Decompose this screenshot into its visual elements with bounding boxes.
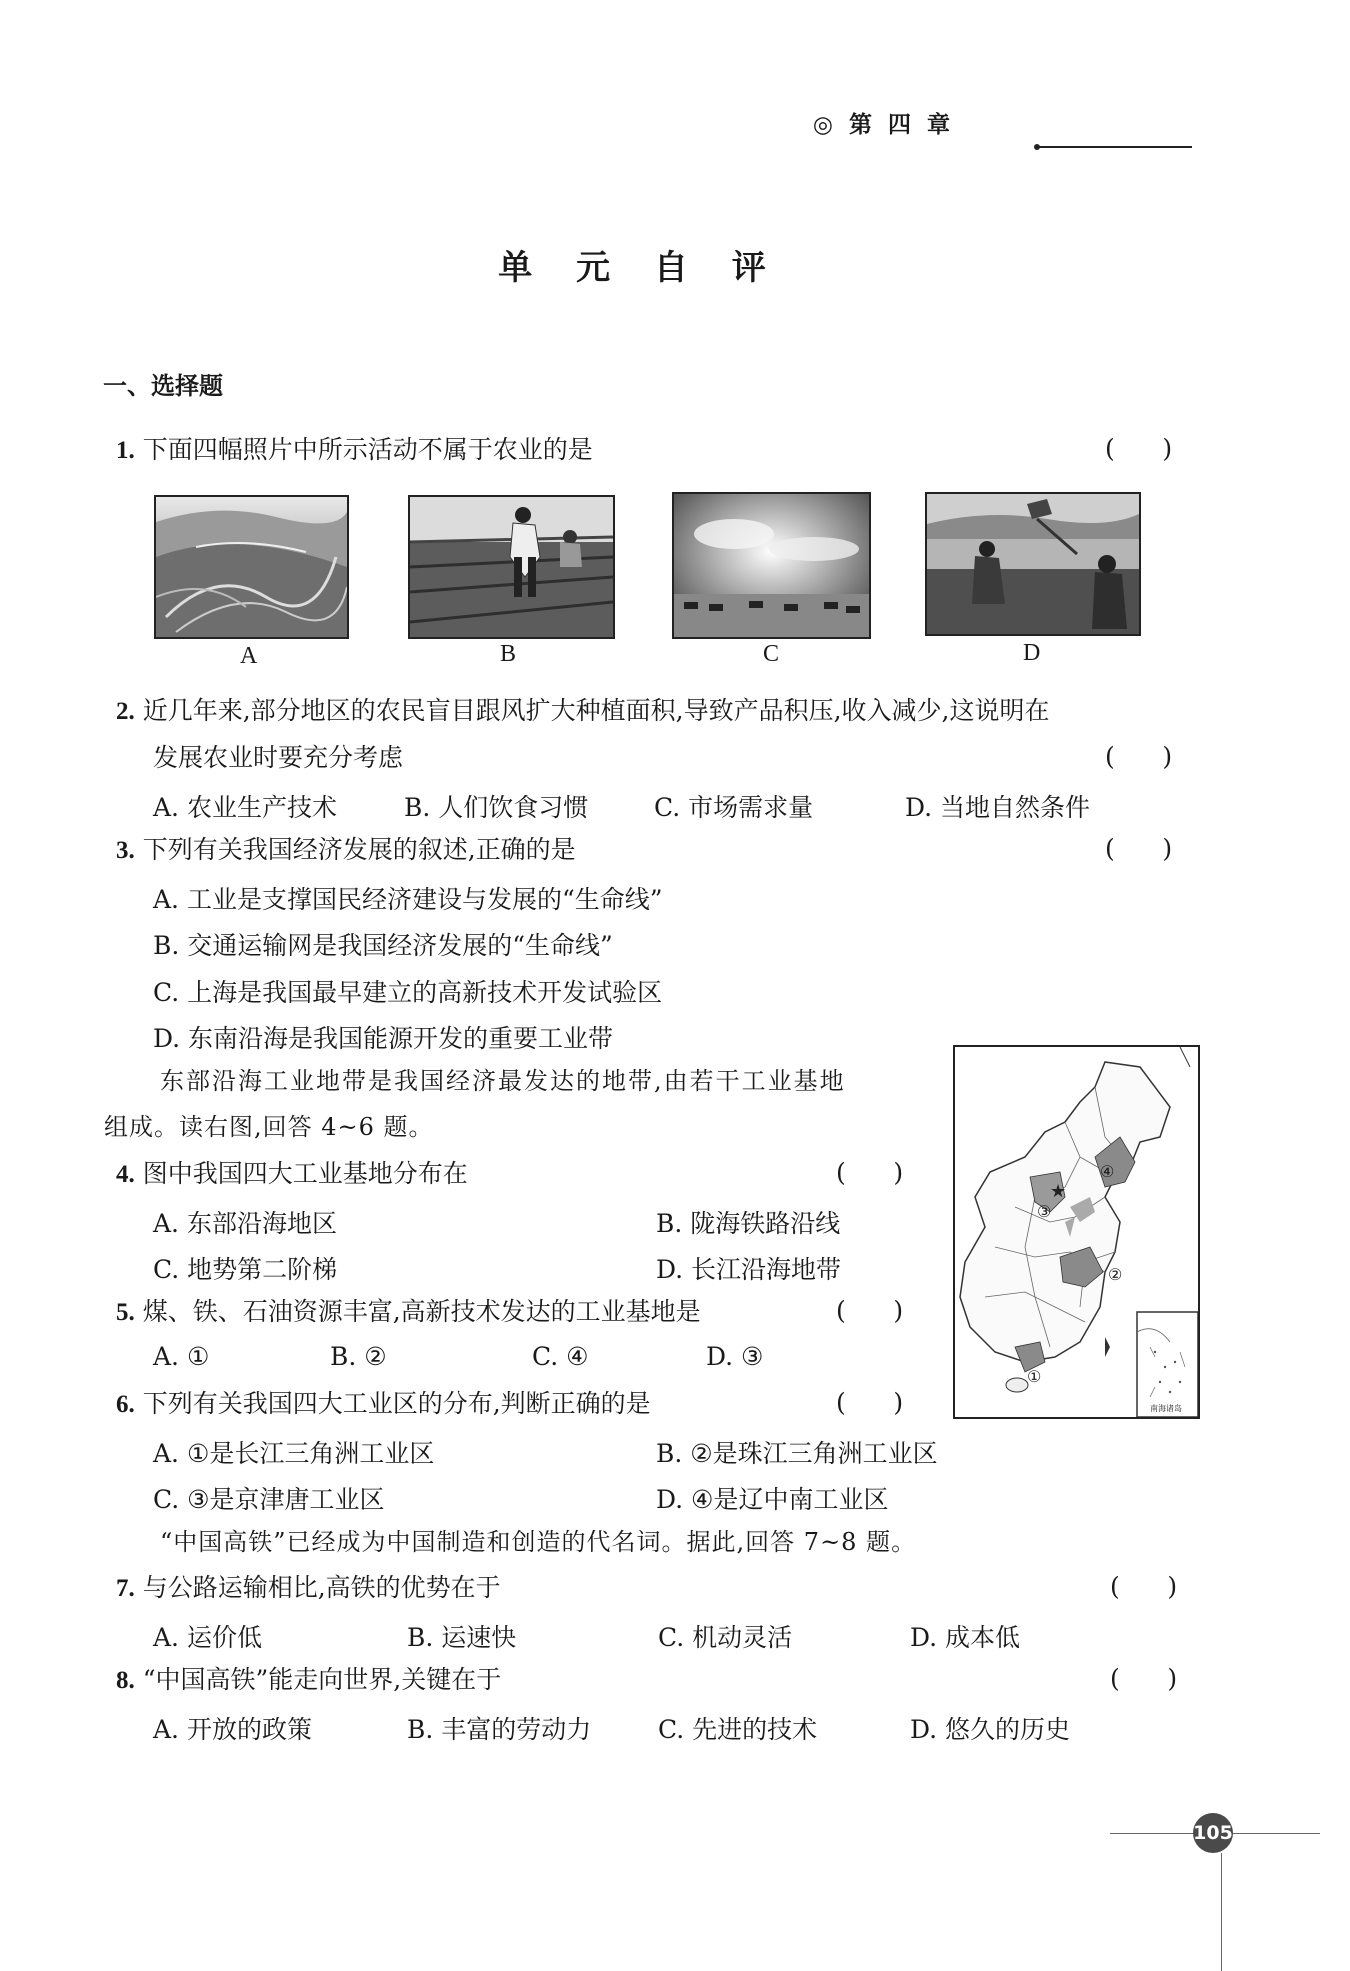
question-text: 煤、铁、石油资源丰富,高新技术发达的工业基地是 (142, 1297, 701, 1326)
mining-terraces-photo-icon (156, 497, 347, 637)
answer-blank[interactable]: ( ) (836, 1158, 904, 1187)
passage-4-6-line1: 东部沿海工业地带是我国经济最发达的地带,由若干工业基地 (160, 1067, 846, 1095)
passage-7-8: “中国高铁”已经成为中国制造和创造的代名词。据此,回答 7~8 题。 (160, 1528, 917, 1556)
page-number-vertical-rule (1221, 1853, 1222, 1971)
china-industrial-map (953, 1045, 1200, 1419)
section-heading: 一、选择题 (103, 372, 223, 400)
option-a[interactable]: A. 工业是支撑国民经济建设与发展的“生命线” (153, 885, 663, 914)
page-title: 单 元 自 评 (498, 248, 782, 288)
photo-a (154, 495, 349, 639)
question-number: 7. (116, 1575, 135, 1602)
option-b[interactable]: B. 人们饮食习惯 (404, 793, 589, 822)
south-china-sea-inset (1137, 1312, 1198, 1417)
option-a[interactable]: A. ①是长江三角洲工业区 (153, 1439, 435, 1468)
grazing-cattle-photo-icon (674, 494, 869, 637)
option-a[interactable]: A. 开放的政策 (153, 1715, 312, 1744)
option-b[interactable]: B. ② (330, 1342, 387, 1371)
question-text: 图中我国四大工业基地分布在 (142, 1159, 468, 1188)
option-a[interactable]: A. 运价低 (153, 1623, 262, 1652)
answer-blank[interactable]: ( ) (1105, 834, 1173, 863)
capital-star-icon: ★ (1050, 1181, 1067, 1202)
photo-d (925, 492, 1141, 636)
answer-blank[interactable]: ( ) (836, 1388, 904, 1417)
answer-blank[interactable]: ( ) (1105, 434, 1173, 463)
question-5 (116, 1296, 701, 1329)
answer-blank[interactable]: ( ) (1110, 1572, 1178, 1601)
question-number: 5. (116, 1299, 135, 1326)
question-8 (116, 1664, 501, 1697)
question-6 (116, 1388, 651, 1421)
question-text: “中国高铁”能走向世界,关键在于 (142, 1665, 502, 1694)
question-number: 2. (116, 698, 135, 725)
option-b[interactable]: B. 交通运输网是我国经济发展的“生命线” (153, 931, 613, 960)
question-2-line2: 发展农业时要充分考虑 (153, 743, 404, 772)
question-number: 8. (116, 1667, 135, 1694)
question-text: 近几年来,部分地区的农民盲目跟风扩大种植面积,导致产品积压,收入减少,这说明在 (142, 696, 1050, 725)
option-c[interactable]: C. ④ (532, 1342, 589, 1371)
map-label-1: ① (1027, 1367, 1042, 1386)
option-d[interactable]: D. 当地自然条件 (905, 793, 1091, 822)
photo-b (408, 495, 615, 639)
map-label-2: ② (1108, 1265, 1123, 1284)
option-d[interactable]: D. ④是辽中南工业区 (656, 1485, 889, 1514)
photo-label-b: B (500, 641, 517, 667)
answer-blank[interactable]: ( ) (836, 1296, 904, 1325)
question-text: 下面四幅照片中所示活动不属于农业的是 (142, 435, 593, 464)
question-number: 3. (116, 837, 135, 864)
question-4 (116, 1158, 468, 1191)
farmers-field-photo-icon (410, 497, 613, 637)
question-number: 4. (116, 1161, 135, 1188)
answer-blank[interactable]: ( ) (1105, 742, 1173, 771)
photo-label-d: D (1023, 640, 1041, 666)
photo-label-a: A (240, 643, 258, 669)
question-text: 下列有关我国四大工业区的分布,判断正确的是 (142, 1389, 651, 1418)
question-text: 下列有关我国经济发展的叙述,正确的是 (142, 835, 576, 864)
header-rule (1038, 146, 1192, 148)
option-a[interactable]: A. 东部沿海地区 (153, 1209, 337, 1238)
option-c[interactable]: C. 上海是我国最早建立的高新技术开发试验区 (153, 978, 663, 1007)
question-1 (116, 434, 593, 467)
option-d[interactable]: D. 长江沿海地带 (656, 1255, 842, 1284)
photo-c (672, 492, 871, 639)
option-b[interactable]: B. 陇海铁路沿线 (656, 1209, 841, 1238)
option-c[interactable]: C. 先进的技术 (658, 1715, 818, 1744)
option-a[interactable]: A. 农业生产技术 (153, 793, 337, 822)
option-c[interactable]: C. 机动灵活 (658, 1623, 793, 1652)
option-c[interactable]: C. ③是京津唐工业区 (153, 1485, 385, 1514)
option-c[interactable]: C. 地势第二阶梯 (153, 1255, 338, 1284)
option-d[interactable]: D. 成本低 (910, 1623, 1021, 1652)
question-number: 6. (116, 1391, 135, 1418)
map-label-4: ④ (1100, 1162, 1115, 1181)
option-b[interactable]: B. 运速快 (407, 1623, 517, 1652)
map-label-3: ③ (1037, 1202, 1052, 1221)
option-c[interactable]: C. 市场需求量 (654, 793, 814, 822)
page-number: 105 (1193, 1813, 1233, 1853)
question-text: 与公路运输相比,高铁的优势在于 (142, 1573, 501, 1602)
question-2 (116, 695, 1050, 728)
answer-blank[interactable]: ( ) (1110, 1664, 1178, 1693)
question-3 (116, 834, 576, 867)
option-a[interactable]: A. ① (153, 1342, 210, 1371)
question-number: 1. (116, 437, 135, 464)
option-d[interactable]: D. 东南沿海是我国能源开发的重要工业带 (153, 1024, 614, 1053)
option-d[interactable]: D. 悠久的历史 (910, 1715, 1071, 1744)
option-d[interactable]: D. ③ (706, 1342, 764, 1371)
photo-label-c: C (763, 641, 780, 667)
chapter-header: ◎ 第 四 章 (812, 112, 954, 138)
option-b[interactable]: B. 丰富的劳动力 (407, 1715, 592, 1744)
option-b[interactable]: B. ②是珠江三角洲工业区 (656, 1439, 938, 1468)
fishing-net-photo-icon (927, 494, 1139, 634)
inset-label: 南海诸岛 (1150, 1404, 1182, 1413)
question-7 (116, 1572, 501, 1605)
passage-4-6-line2: 组成。读右图,回答 4~6 题。 (104, 1113, 434, 1141)
